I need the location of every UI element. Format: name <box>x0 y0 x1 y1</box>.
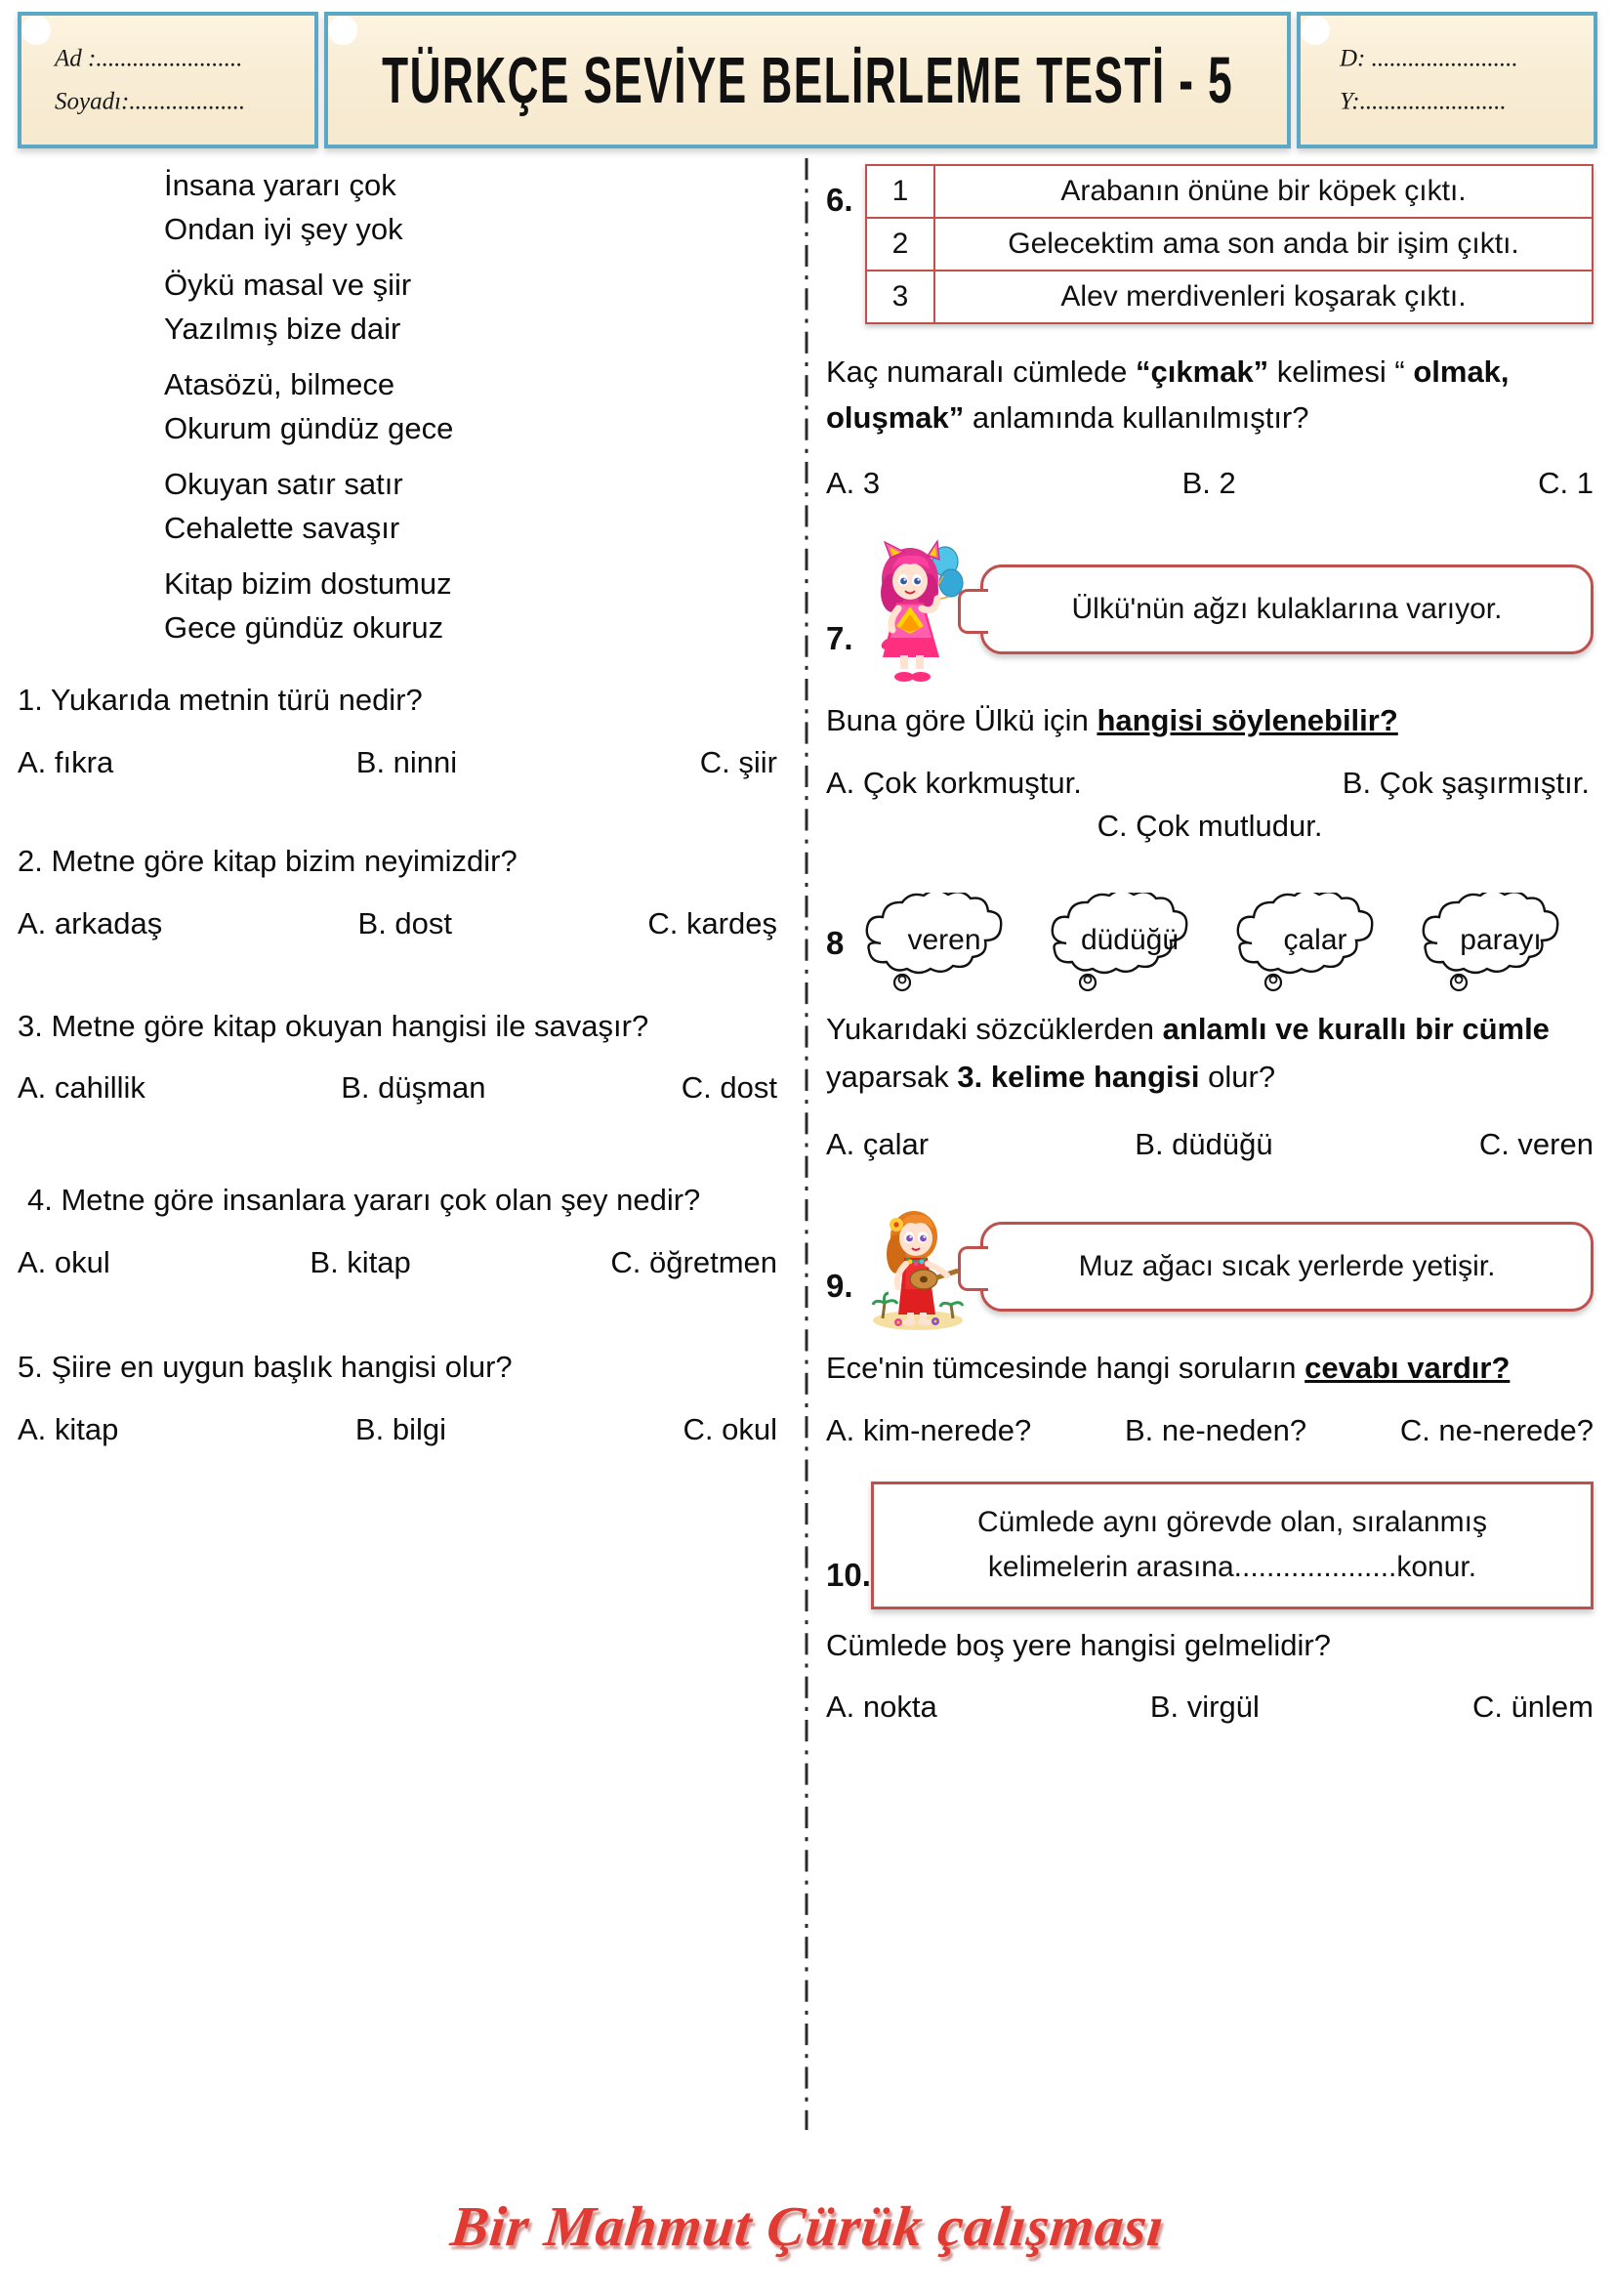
row-sentence: Gelecektim ama son anda bir işim çıktı. <box>934 218 1593 271</box>
correct-count-label[interactable]: D: ........................ <box>1340 45 1518 72</box>
question-9-stem-underline: cevabı vardır? <box>1304 1350 1511 1385</box>
question-2-number: 2. <box>18 843 43 878</box>
question-6-option-b[interactable]: B. 2 <box>1181 466 1236 500</box>
question-4-option-b[interactable]: B. kitap <box>310 1245 411 1279</box>
author-signature: Bir Mahmut Çürük çalışması <box>447 2194 1168 2258</box>
table-row <box>866 218 1593 271</box>
question-9 <box>826 1203 1594 1448</box>
question-7-option-c[interactable]: C. Çok mutludur. <box>1097 808 1323 843</box>
question-10-stem: Cümlede boş yere hangisi gelmelidir? <box>826 1627 1331 1662</box>
question-7-bubble-row <box>826 536 1594 683</box>
question-6-option-c[interactable]: C. 1 <box>1538 466 1594 500</box>
question-6-stem <box>826 350 1594 440</box>
question-4-number: 4. <box>27 1183 53 1218</box>
question-3-number: 3. <box>18 1008 43 1043</box>
question-1-option-b[interactable]: B. ninni <box>355 744 458 779</box>
question-3-option-c[interactable]: C. dost <box>681 1070 777 1106</box>
row-number: 3 <box>866 271 934 323</box>
question-9-speech-bubble: Muz ağacı sıcak yerlerde yetişir. <box>980 1222 1594 1312</box>
question-10-option-b[interactable]: B. virgül <box>1149 1690 1260 1725</box>
poem-stanza <box>18 270 777 344</box>
poem-line: Okuyan satır satır <box>164 467 403 501</box>
row-number: 2 <box>866 218 934 271</box>
cloud-shape-4 <box>1408 893 1594 995</box>
row-sentence: Alev merdivenleri koşarak çıktı. <box>934 271 1593 323</box>
question-2-prompt: Metne göre kitap bizim neyimizdir? <box>51 843 518 878</box>
question-6-stem-part1: Kaç numaralı cümlede <box>826 355 1137 389</box>
question-9-stem-part1: Ece'nin tümcesinde hangi soruların <box>826 1350 1305 1385</box>
poem-line: Cehalette savaşır <box>164 511 400 545</box>
row-number: 1 <box>866 165 934 218</box>
question-7-number: 7. <box>826 620 853 656</box>
poem-line: Gece gündüz okuruz <box>164 610 444 645</box>
question-7-options-row2 <box>826 809 1594 844</box>
question-7-stem <box>826 702 1594 740</box>
question-8-options <box>826 1127 1594 1162</box>
question-10 <box>826 1482 1594 1726</box>
question-1-prompt: Yukarıda metnin türü nedir? <box>50 683 423 717</box>
score-fields <box>1340 37 1518 123</box>
question-6-stem-part2: kelimesi “ <box>1268 355 1414 389</box>
question-3 <box>18 1008 777 1106</box>
question-8-stem <box>826 1005 1594 1102</box>
table-row <box>866 165 1593 218</box>
question-6-stem-bold1: “çıkmak” <box>1136 355 1269 389</box>
question-5-option-a[interactable]: A. kitap <box>18 1411 119 1446</box>
question-5-options <box>18 1412 777 1447</box>
question-10-box-row <box>826 1482 1594 1609</box>
question-3-options <box>18 1070 777 1106</box>
question-1-option-a[interactable]: A. fıkra <box>18 744 114 779</box>
question-6-stem-part3: anlamında kullanılmıştır? <box>964 399 1309 435</box>
worksheet-body <box>0 158 1615 2130</box>
question-8-stem-bold1: anlamlı ve kurallı bir cümle <box>1162 1011 1550 1046</box>
poem-line: İnsana yararı çok <box>164 168 396 202</box>
hula-girl-icon <box>863 1203 973 1330</box>
cloud-shape-2 <box>1037 893 1222 995</box>
question-2-option-a[interactable]: A. arkadaş <box>18 905 163 940</box>
cloud-shape-3 <box>1222 893 1408 995</box>
question-6-stem-bold2: olmak, oluşmak” <box>826 355 1510 435</box>
question-6 <box>826 164 1594 501</box>
page-title: TÜRKÇE SEVİYE BELİRLEME TESTİ - 5 <box>382 43 1233 117</box>
question-5-number: 5. <box>18 1350 43 1384</box>
question-9-option-b[interactable]: B. ne-neden? <box>1124 1412 1307 1447</box>
row-sentence: Arabanın önüne bir köpek çıktı. <box>934 165 1593 218</box>
question-2-text <box>18 843 777 881</box>
question-4-options <box>18 1245 777 1280</box>
question-8-cloud-row <box>826 893 1594 995</box>
word-clouds <box>851 893 1594 995</box>
question-5-option-b[interactable]: B. bilgi <box>354 1411 446 1446</box>
question-7-stem-underline: hangisi söylenebilir? <box>1097 703 1398 737</box>
girl-with-balloons-icon <box>863 536 973 683</box>
question-6-option-a[interactable]: A. 3 <box>826 466 881 500</box>
question-1-text <box>18 682 777 720</box>
question-4-text <box>18 1182 777 1220</box>
question-10-options <box>826 1690 1594 1725</box>
page-footer <box>0 2193 1615 2259</box>
question-5-prompt: Şiire en uygun başlık hangisi olur? <box>51 1350 513 1384</box>
question-3-prompt: Metne göre kitap okuyan hangisi ile savaşır? <box>51 1008 649 1043</box>
poem-text <box>18 170 777 643</box>
question-9-bubble-row <box>826 1203 1594 1330</box>
question-9-number: 9. <box>826 1267 853 1304</box>
question-4-prompt: Metne göre insanlara yararı çok olan şey nedir? <box>61 1183 701 1218</box>
question-7-options-row1 <box>826 766 1594 801</box>
question-1-option-c[interactable]: C. şiir <box>699 744 777 779</box>
name-field-label[interactable]: Ad :........................ <box>55 45 243 72</box>
question-6-table <box>865 164 1594 324</box>
question-1-number: 1. <box>18 683 43 717</box>
cloud-word-1: veren <box>907 923 981 956</box>
left-column <box>0 158 805 2130</box>
question-8-stem-part2: yaparsak <box>826 1060 958 1095</box>
student-name-box <box>18 12 318 148</box>
question-8-stem-part3: olur? <box>1199 1060 1276 1095</box>
question-7-speech-bubble: Ülkü'nün ağzı kulaklarına varıyor. <box>980 564 1594 654</box>
question-8-option-a[interactable]: A. çalar <box>826 1126 930 1161</box>
cloud-word-4: parayı <box>1460 923 1542 956</box>
question-10-box-line-1: Cümlede aynı görevde olan, sıralanmış <box>977 1505 1487 1538</box>
question-7-option-a[interactable]: A. Çok korkmuştur. <box>826 765 1082 800</box>
question-5 <box>18 1349 777 1447</box>
question-3-text <box>18 1008 777 1046</box>
poem-stanza <box>18 568 777 643</box>
question-6-table-wrap <box>826 164 1594 324</box>
question-1 <box>18 682 777 780</box>
question-2-options <box>18 906 777 941</box>
table-row <box>866 271 1593 323</box>
question-9-option-c[interactable]: C. ne-nerede? <box>1399 1412 1594 1447</box>
question-5-text <box>18 1349 777 1387</box>
student-name-fields <box>55 37 245 123</box>
question-7-option-b[interactable]: B. Çok şaşırmıştır. <box>1342 765 1590 800</box>
question-7-stem-part1: Buna göre Ülkü için <box>826 703 1097 737</box>
question-6-options <box>826 466 1594 501</box>
question-2-option-c[interactable]: C. kardeş <box>647 905 777 940</box>
question-8-number: 8 <box>826 925 845 962</box>
question-9-options <box>826 1413 1594 1448</box>
question-3-option-a[interactable]: A. cahillik <box>18 1070 145 1106</box>
wrong-count-label[interactable]: Y:........................ <box>1340 88 1507 114</box>
poem-line: Yazılmış bize dair <box>164 312 401 346</box>
question-4 <box>18 1182 777 1280</box>
question-10-box-line-2: kelimelerin arasına....................konur. <box>987 1551 1477 1584</box>
question-9-stem <box>826 1350 1594 1388</box>
question-5-option-c[interactable]: C. okul <box>683 1411 777 1446</box>
question-10-statement-box <box>871 1482 1594 1609</box>
score-box <box>1297 12 1597 148</box>
question-8 <box>826 893 1594 1162</box>
poem-line: Kitap bizim dostumuz <box>164 566 452 601</box>
question-7 <box>826 536 1594 844</box>
question-4-option-c[interactable]: C. öğretmen <box>610 1245 777 1279</box>
question-10-option-c[interactable]: C. ünlem <box>1471 1690 1594 1725</box>
surname-field-label[interactable]: Soyadı:................... <box>55 88 246 114</box>
page-header <box>18 12 1597 148</box>
question-8-stem-bold2: 3. kelime hangisi <box>957 1060 1200 1095</box>
poem-stanza <box>18 369 777 443</box>
poem-line: Öykü masal ve şiir <box>164 268 412 302</box>
question-10-option-a[interactable]: A. nokta <box>826 1690 937 1725</box>
poem-line: Ondan iyi şey yok <box>164 212 403 246</box>
question-3-option-b[interactable]: B. düşman <box>341 1070 486 1106</box>
question-9-option-a[interactable]: A. kim-nerede? <box>826 1412 1032 1447</box>
question-6-number: 6. <box>826 182 853 218</box>
question-8-option-b[interactable]: B. düdüğü <box>1135 1126 1273 1161</box>
cloud-word-3: çalar <box>1283 923 1347 956</box>
question-8-stem-part1: Yukarıdaki sözcüklerden <box>826 1011 1163 1046</box>
question-10-number: 10. <box>826 1556 871 1593</box>
cloud-word-2: düdüğü <box>1080 923 1180 956</box>
question-8-option-c[interactable]: C. veren <box>1478 1126 1594 1161</box>
poem-line: Atasözü, bilmece <box>164 367 395 401</box>
question-1-options <box>18 745 777 780</box>
question-2 <box>18 843 777 941</box>
poem-stanza <box>18 170 777 244</box>
right-column <box>808 158 1615 2130</box>
question-4-option-a[interactable]: A. okul <box>18 1245 110 1279</box>
test-title-box <box>324 12 1291 148</box>
poem-line: Okurum gündüz gece <box>164 411 454 445</box>
poem-stanza <box>18 469 777 543</box>
question-2-option-b[interactable]: B. dost <box>357 905 453 940</box>
cloud-shape-1 <box>851 893 1037 995</box>
